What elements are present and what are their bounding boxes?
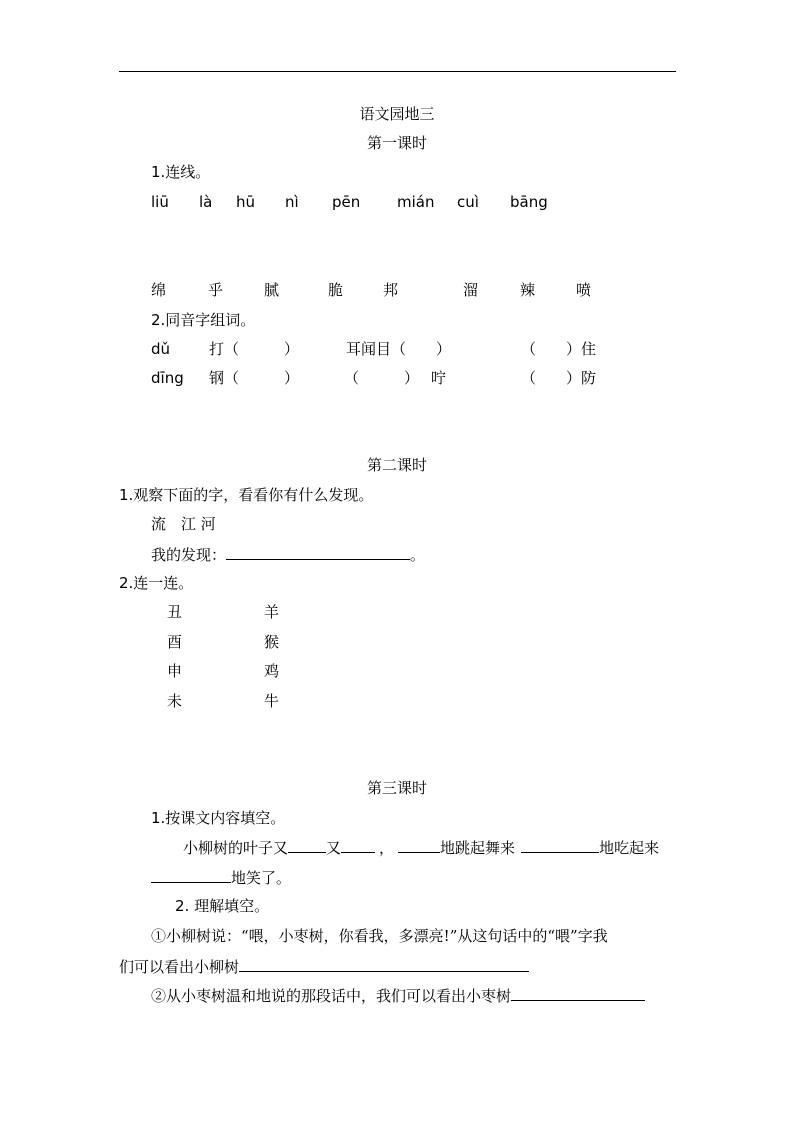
match-right-item: 猴 [264,633,280,651]
homophone-pinyin: dǔ [151,340,171,358]
char-item: 脆 [328,281,344,299]
fill-line-2 [151,867,291,888]
comprehension-1b: 们可以看出小柳树 [119,958,240,976]
discovery-blank[interactable] [226,544,410,560]
discovery-end: 。 [410,546,426,564]
page-title: 语文园地三 [359,105,435,123]
char-item: 绵 [151,281,167,299]
char-item: 喷 [576,281,592,299]
fill-text: 小柳树的叶子又 [183,839,289,857]
pinyin-item: hū [236,193,256,211]
match-right-item: 羊 [264,603,280,621]
pinyin-item: là [199,193,213,211]
pinyin-item: mián [397,193,435,211]
fill-blank[interactable] [341,837,375,853]
fill-text: ， [379,839,395,857]
comprehension-2-line [151,985,645,1006]
lesson2-q1: 1.观察下面的字，看看你有什么发现。 [119,486,374,504]
homophone-blank: （ ）防 [521,369,597,387]
fill-text: 地跳起舞来 [440,839,516,857]
lesson1-q1: 1.连线。 [151,163,211,181]
comprehension-blank-2[interactable] [511,985,645,1001]
lesson2-heading: 第二课时 [366,456,427,474]
fill-blank[interactable] [398,837,440,853]
lesson3-q1: 1.按课文内容填空。 [151,809,286,827]
homophone-blank: （ ） [344,369,420,387]
pinyin-item: cuì [457,193,479,211]
fill-text: 地笑了。 [231,869,292,887]
comprehension-1b-line [119,956,529,977]
lesson3-heading: 第三课时 [366,779,427,797]
match-right-item: 鸡 [264,662,280,680]
discovery-line [151,544,425,565]
lesson1-heading: 第一课时 [366,134,427,152]
homophone-pinyin: dīng [151,369,184,387]
fill-blank[interactable] [521,837,599,853]
char-item: 腻 [264,281,280,299]
char-item: 溜 [463,281,479,299]
fill-line-1 [183,837,659,858]
lesson2-chars: 流 江 河 [151,515,216,533]
homophone-blank: （ ）住 [521,340,597,358]
fill-blank[interactable] [151,867,231,883]
pinyin-item: nì [285,193,299,211]
discovery-label: 我的发现： [151,546,227,564]
header-rule [119,71,676,72]
char-item: 辣 [520,281,536,299]
pinyin-item: liū [151,193,169,211]
comprehension-blank-1[interactable] [239,956,529,972]
comprehension-1a: ①小柳树说：“喂，小枣树，你看我，多漂亮!”从这句话中的“喂”字我 [151,927,608,945]
match-left-item: 申 [167,662,183,680]
lesson2-q2: 2.连一连。 [119,574,194,592]
lesson3-q2: 2. 理解填空。 [175,897,270,915]
homophone-blank: 打（ ） [209,340,300,358]
char-item: 乎 [208,281,224,299]
match-left-item: 酉 [167,633,183,651]
fill-text: 又 [326,839,342,857]
match-left-item: 丑 [167,603,183,621]
homophone-blank: 钢（ ） [209,369,300,387]
pinyin-item: bāng [510,193,548,211]
fill-blank[interactable] [288,837,326,853]
homophone-char: 咛 [431,369,447,387]
homophone-blank: 耳闻目（ ） [346,340,452,358]
fill-text: 地吃起来 [599,839,660,857]
comprehension-2: ②从小枣树温和地说的那段话中，我们可以看出小枣树 [151,987,512,1005]
char-item: 邦 [383,281,399,299]
match-right-item: 牛 [264,692,280,710]
pinyin-item: pēn [332,193,361,211]
match-left-item: 未 [167,692,183,710]
lesson1-q2: 2.同音字组词。 [151,311,256,329]
